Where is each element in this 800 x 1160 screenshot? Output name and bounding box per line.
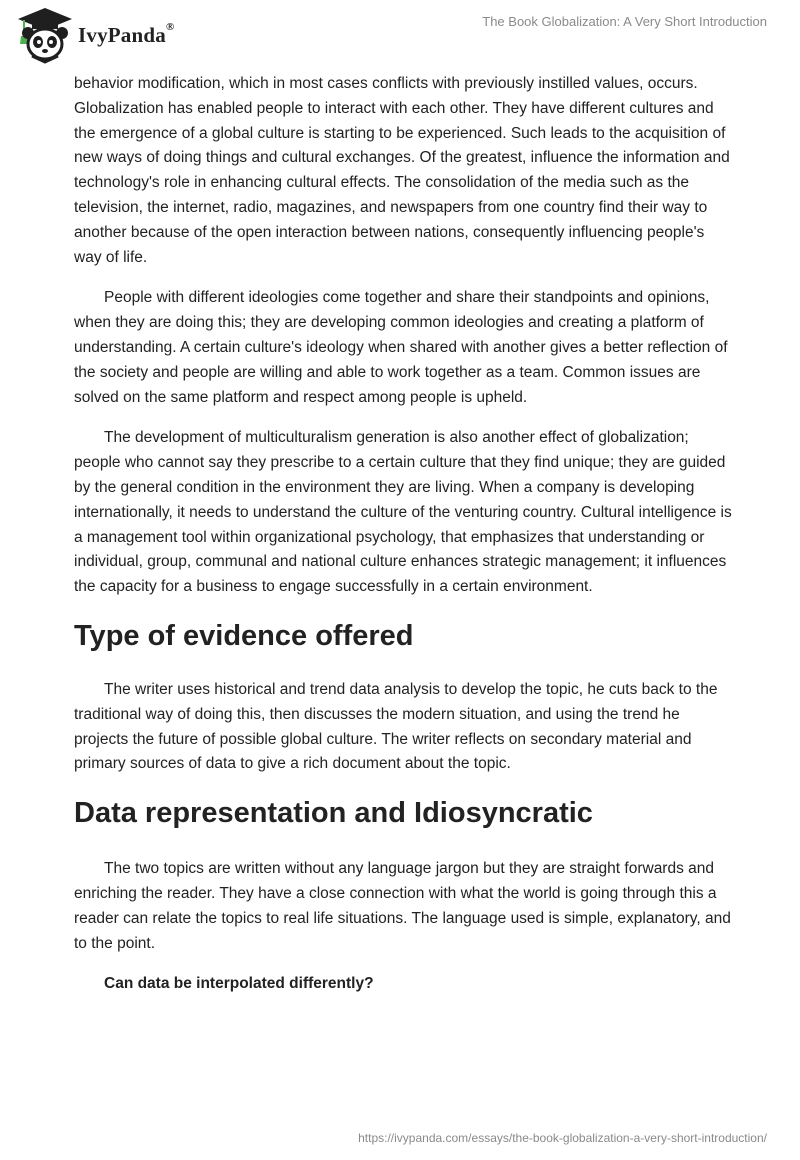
question-heading: Can data be interpolated differently? xyxy=(104,975,374,993)
paragraph-1: behavior modification, which in most cases conflicts with previously instilled values, occurs. Globalization has enabled people to interact with each other. They have different cultures and the emergence of a global culture is starting to be experienced. Such leads to the acquisition of new ways of doing things and cultural exchanges. Of the greatest, influence the information and technology's role in enhancing cultural effects. The consolidation of the media such as the television, the internet, radio, magazines, and newspapers from one country find their way to another because of the open interaction between nations, consequently influencing people's way of life. xyxy=(74,75,730,266)
paragraph-5: The two topics are written without any language jargon but they are straight forwards and enriching the reader. They have a close connection with what the world is going through this a reader can relate the topics to real life situations. The language used is simple, explanatory, and to the point. xyxy=(74,860,731,952)
paragraph-3: The development of multiculturalism generation is also another effect of globalization; people who cannot say they prescribe to a certain culture that they find unique; they are guided by the general condition in the environment they are living. When a company is developing internationally, it needs to understand the culture of the venturing country. Cultural intelligence is a management tool within organizational psychology, that emphasizes that understanding or individual, group, communal and national culture enhances strategic management; it influences the capacity for a business to engage successfully in a certain environment. xyxy=(74,429,732,596)
registered-mark: ® xyxy=(165,21,175,33)
panda-graduate-logo-icon[interactable] xyxy=(14,6,76,64)
page-header xyxy=(0,0,800,70)
essay-body xyxy=(74,72,734,1013)
brand-name[interactable]: IvyPanda® xyxy=(78,21,175,47)
heading-type-of-evidence: Type of evidence offered xyxy=(74,619,414,652)
paragraph-4: The writer uses historical and trend data analysis to develop the topic, he cuts back to the traditional way of doing this, then discusses the modern situation, and using the trend he projects the future of possible global culture. The writer reflects on secondary material and primary sources of data to give a rich document about the topic. xyxy=(74,680,718,773)
source-url[interactable]: https://ivypanda.com/essays/the-book-globalization-a-very-short-introduction/ xyxy=(358,1131,767,1145)
paragraph-2: People with different ideologies come together and share their standpoints and opinions, when they are doing this; they are developing common ideologies and creating a platform of understanding. A certain culture's ideology when shared with another gives a better reflection of the society and people are willing and able to work together as a team. Common issues are solved on the same platform and respect among people is upheld. xyxy=(74,289,728,406)
document-title: The Book Globalization: A Very Short Introduction xyxy=(482,14,767,29)
heading-data-representation: Data representation and Idiosyncratic xyxy=(74,797,593,830)
